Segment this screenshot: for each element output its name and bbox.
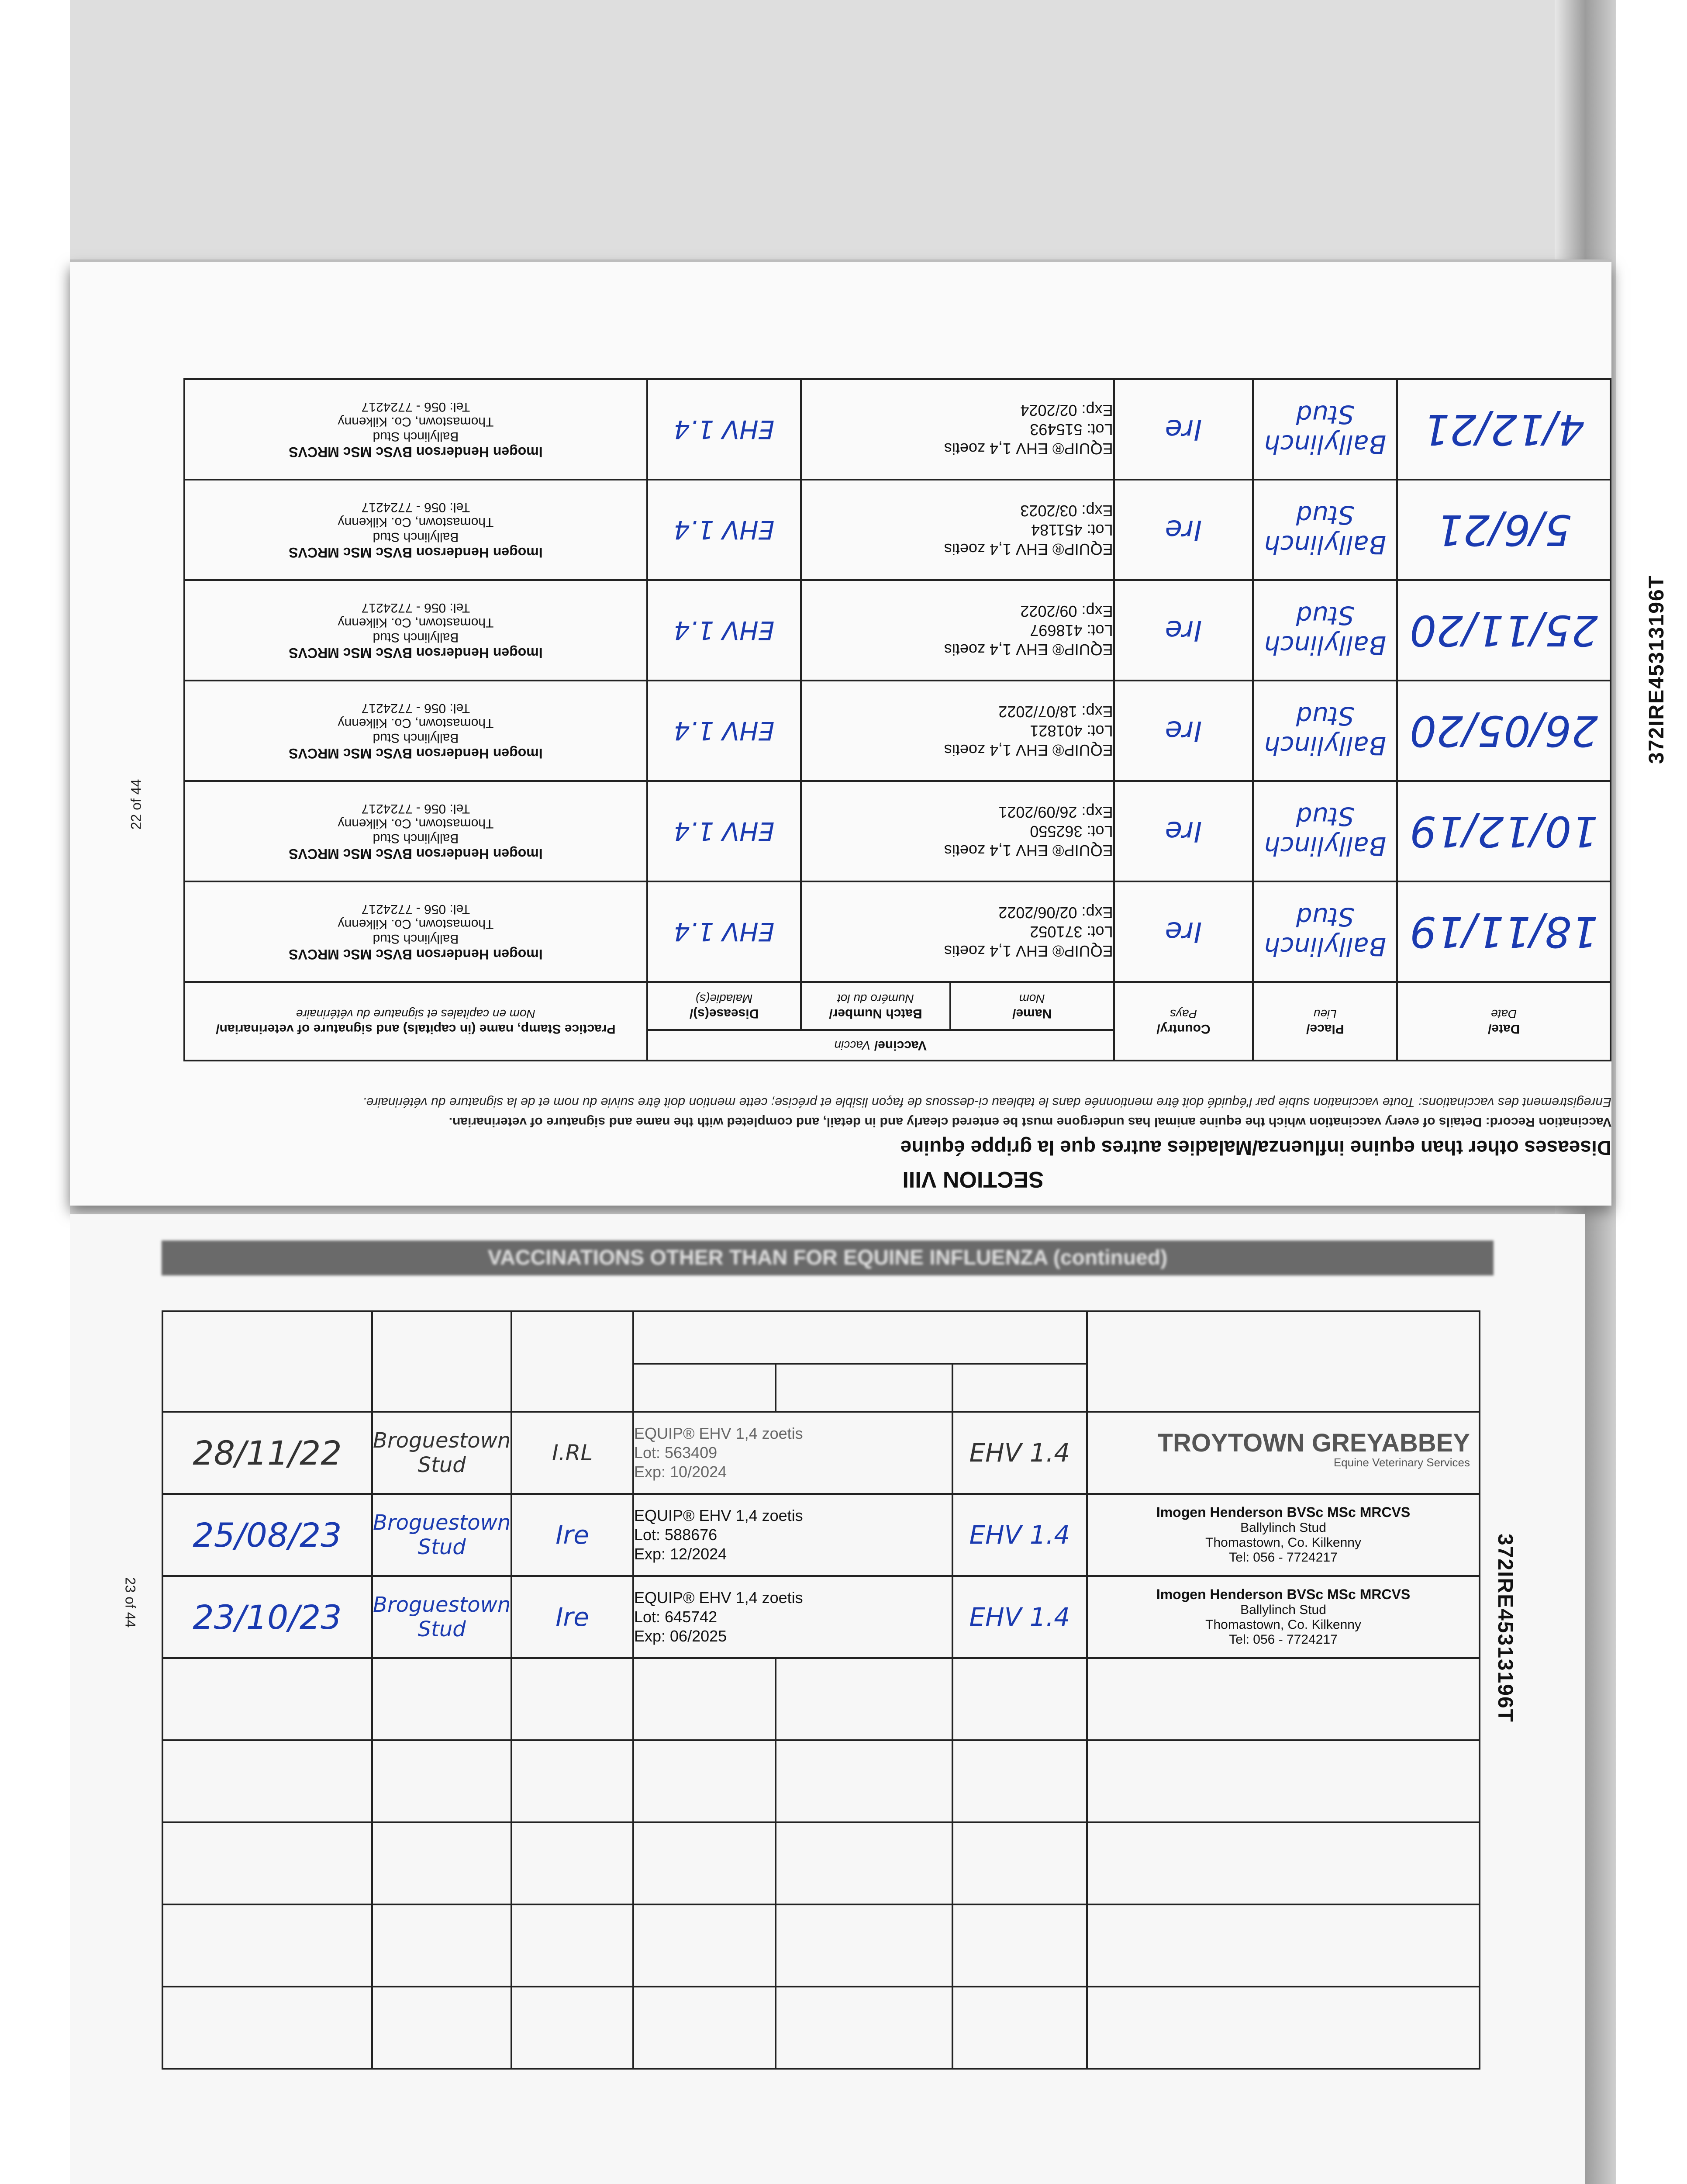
header-place: Place/ Lieu bbox=[1253, 982, 1397, 1061]
section-heading: VACCINATIONS OTHER THAN FOR EQUINE INFLUENZA (continued) bbox=[162, 1241, 1494, 1275]
row-date: 18/11/19 bbox=[1397, 881, 1611, 982]
row-date: 26/05/20 bbox=[1397, 681, 1611, 781]
table-row bbox=[184, 681, 1611, 781]
row-disease: EHV 1.4 bbox=[952, 1576, 1087, 1658]
row-place: Ballylinch Stud bbox=[1253, 580, 1397, 681]
vet-stamp: TROYTOWN GREYABBEY Equine Veterinary Services bbox=[1087, 1412, 1480, 1494]
row-country: Ire bbox=[511, 1576, 633, 1658]
empty-row bbox=[162, 1740, 1480, 1822]
row-country: Ire bbox=[1114, 881, 1253, 982]
vaccine-sticker: EQUIP® EHV 1,4 zoetis Lot: 401821 Exp: 18/07/2022 bbox=[801, 681, 1114, 781]
table-row bbox=[162, 1576, 1480, 1658]
vet-stamp: Imogen Henderson BVSc MSc MRCVS Ballylinch Stud Thomastown, Co. Kilkenny Tel: 056 - 7724217 bbox=[1087, 1576, 1480, 1658]
header-country: Country/ Pays bbox=[1114, 982, 1253, 1061]
header-vaccine bbox=[633, 1311, 1087, 1364]
passport-page-23 bbox=[70, 1214, 1585, 2184]
vaccine-sticker: EQUIP® EHV 1,4 zoetis Lot: 645742 Exp: 06/2025 bbox=[633, 1576, 952, 1658]
table-row bbox=[184, 881, 1611, 982]
header-name: Name/ Nom bbox=[950, 982, 1114, 1030]
vaccination-table-bottom bbox=[162, 1310, 1480, 2070]
row-date: 4/12/21 bbox=[1397, 379, 1611, 480]
header-place bbox=[372, 1311, 511, 1412]
vet-stamp: Imogen Henderson BVSc MSc MRCVS Ballylinch Stud Thomastown, Co. Kilkenny Tel: 056 - 7724217 bbox=[184, 580, 647, 681]
vet-stamp: Imogen Henderson BVSc MSc MRCVS Ballylinch Stud Thomastown, Co. Kilkenny Tel: 056 - 7724217 bbox=[184, 379, 647, 480]
empty-row bbox=[162, 1987, 1480, 2069]
vaccine-sticker: EQUIP® EHV 1,4 zoetis Lot: 418697 Exp: 09/2022 bbox=[801, 580, 1114, 681]
header-date bbox=[162, 1311, 372, 1412]
row-date: 23/10/23 bbox=[162, 1576, 372, 1658]
header-disease: Disease(s)/ Maladie(s) bbox=[647, 982, 801, 1030]
table-row bbox=[184, 580, 1611, 681]
row-place: Ballylinch Stud bbox=[1253, 681, 1397, 781]
row-disease: EHV 1.4 bbox=[647, 881, 801, 982]
row-disease: EHV 1.4 bbox=[647, 580, 801, 681]
row-country: I.RL bbox=[511, 1412, 633, 1494]
row-disease: EHV 1.4 bbox=[647, 781, 801, 881]
row-place: Broguestown Stud bbox=[372, 1576, 511, 1658]
row-date: 25/08/23 bbox=[162, 1494, 372, 1576]
vet-stamp: Imogen Henderson BVSc MSc MRCVS Ballylinch Stud Thomastown, Co. Kilkenny Tel: 056 - 7724217 bbox=[184, 681, 647, 781]
vaccine-sticker: EQUIP® EHV 1,4 zoetis Lot: 563409 Exp: 10/2024 bbox=[633, 1412, 952, 1494]
rotated-content bbox=[70, 262, 1669, 1206]
page-number: 23 of 44 bbox=[122, 1577, 138, 1628]
header-country bbox=[511, 1311, 633, 1412]
table-row bbox=[184, 480, 1611, 580]
row-country: Ire bbox=[511, 1494, 633, 1576]
vet-stamp: Imogen Henderson BVSc MSc MRCVS Ballylinch Stud Thomastown, Co. Kilkenny Tel: 056 - 7724217 bbox=[1087, 1494, 1480, 1576]
vaccine-sticker: EQUIP® EHV 1,4 zoetis Lot: 588676 Exp: 12/2024 bbox=[633, 1494, 952, 1576]
passport-number: 372IRE45313196T bbox=[1493, 1534, 1517, 1723]
table-row bbox=[184, 781, 1611, 881]
row-country: Ire bbox=[1114, 379, 1253, 480]
vaccine-sticker: EQUIP® EHV 1,4 zoetis Lot: 362550 Exp: 26/09/2021 bbox=[801, 781, 1114, 881]
vaccine-sticker: EQUIP® EHV 1,4 zoetis Lot: 371052 Exp: 02/06/2022 bbox=[801, 881, 1114, 982]
row-disease: EHV 1.4 bbox=[647, 681, 801, 781]
passport-number: 372IRE45313196T bbox=[1645, 575, 1669, 764]
row-place: Broguestown Stud bbox=[372, 1412, 511, 1494]
passport-page-22 bbox=[70, 262, 1669, 1206]
header-date: Date/ Date bbox=[1397, 982, 1611, 1061]
intro-french: Enregistrement des vaccinations: Toute vaccination subie par l'équidé doit être mentionnée dans le tableau ci-dessous de façon lisible et précise; cette mention doit être suivie du nom et de la signature du vétérinaire. bbox=[362, 1095, 1611, 1109]
row-date: 5/6/21 bbox=[1397, 480, 1611, 580]
page-number: 22 of 44 bbox=[128, 779, 144, 830]
vaccine-sticker: EQUIP® EHV 1,4 zoetis Lot: 515493 Exp: 02/2024 bbox=[801, 379, 1114, 480]
row-place: Broguestown Stud bbox=[372, 1494, 511, 1576]
vet-stamp: Imogen Henderson BVSc MSc MRCVS Ballylinch Stud Thomastown, Co. Kilkenny Tel: 056 - 7724217 bbox=[184, 480, 647, 580]
row-country: Ire bbox=[1114, 681, 1253, 781]
row-disease: EHV 1.4 bbox=[952, 1494, 1087, 1576]
empty-row bbox=[162, 1822, 1480, 1904]
row-country: Ire bbox=[1114, 580, 1253, 681]
vaccination-table-top bbox=[183, 378, 1611, 1061]
row-disease: EHV 1.4 bbox=[647, 480, 801, 580]
vet-stamp: Imogen Henderson BVSc MSc MRCVS Ballylinch Stud Thomastown, Co. Kilkenny Tel: 056 - 7724217 bbox=[184, 781, 647, 881]
header-disease bbox=[952, 1364, 1087, 1412]
disease-title: Diseases other than equine influenza/Maladies autres que la grippe équine bbox=[900, 1137, 1611, 1159]
vaccine-sticker: EQUIP® EHV 1,4 zoetis Lot: 451184 Exp: 03/2023 bbox=[801, 480, 1114, 580]
header-name bbox=[633, 1364, 776, 1412]
row-disease: EHV 1.4 bbox=[952, 1412, 1087, 1494]
row-country: Ire bbox=[1114, 480, 1253, 580]
empty-row bbox=[162, 1658, 1480, 1740]
header-vaccine: Vaccine/ Vaccin bbox=[647, 1030, 1114, 1061]
row-date: 10/12/19 bbox=[1397, 781, 1611, 881]
table-row bbox=[162, 1412, 1480, 1494]
row-country: Ire bbox=[1114, 781, 1253, 881]
header-stamp bbox=[1087, 1311, 1480, 1412]
row-place: Ballylinch Stud bbox=[1253, 480, 1397, 580]
header-stamp: Practice Stamp, name (in capitals) and signature of veterinarian/ Nom en capitales et signature du vétérinaire bbox=[184, 982, 647, 1061]
row-disease: EHV 1.4 bbox=[647, 379, 801, 480]
table-row bbox=[162, 1494, 1480, 1576]
row-place: Ballylinch Stud bbox=[1253, 379, 1397, 480]
empty-row bbox=[162, 1904, 1480, 1987]
intro-english: Vaccination Record: Details of every vaccination which the equine animal has undergone must be entered clearly and in detail, and completed with the name and signature of veterinarian. bbox=[448, 1115, 1611, 1129]
row-date: 25/11/20 bbox=[1397, 580, 1611, 681]
header-batch: Batch Number/ Numéro du lot bbox=[801, 982, 950, 1030]
row-place: Ballylinch Stud bbox=[1253, 781, 1397, 881]
row-date: 28/11/22 bbox=[162, 1412, 372, 1494]
table-row bbox=[184, 379, 1611, 480]
header-batch bbox=[776, 1364, 952, 1412]
vet-stamp: Imogen Henderson BVSc MSc MRCVS Ballylinch Stud Thomastown, Co. Kilkenny Tel: 056 - 7724217 bbox=[184, 881, 647, 982]
section-title: SECTION VIII bbox=[902, 1167, 1044, 1192]
row-place: Ballylinch Stud bbox=[1253, 881, 1397, 982]
